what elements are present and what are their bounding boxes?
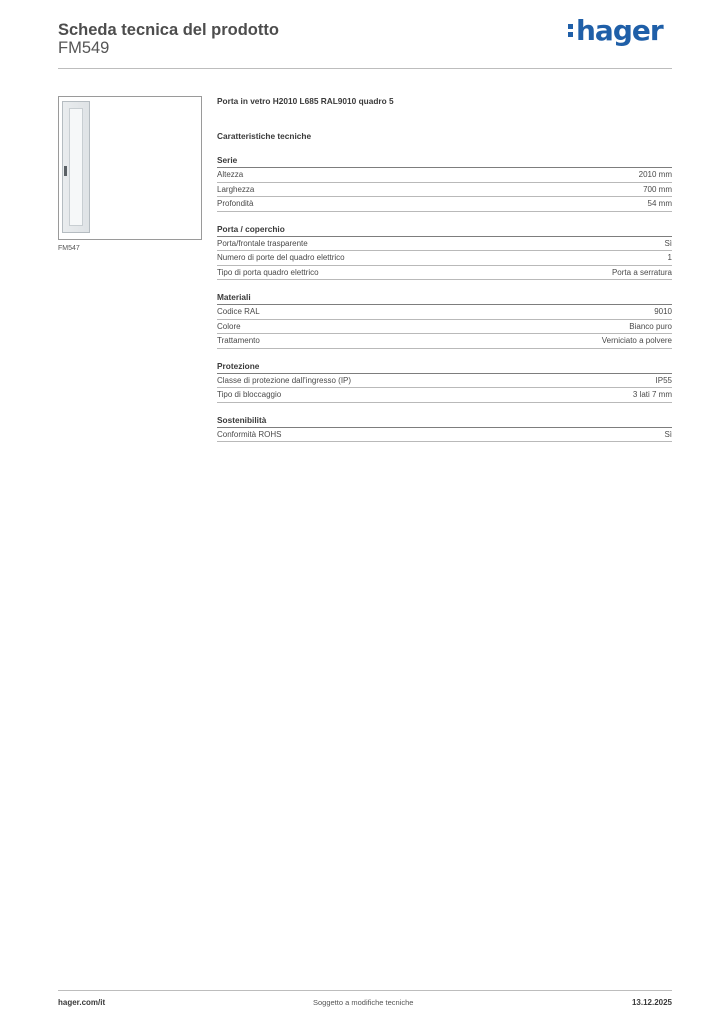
spec-row xyxy=(217,388,672,403)
spec-value: 700 mm xyxy=(643,184,672,194)
spec-label: Tipo di bloccaggio xyxy=(217,390,282,399)
spec-label: Altezza xyxy=(217,170,244,179)
spec-section-sostenibilita xyxy=(217,415,672,443)
spec-label: Codice RAL xyxy=(217,307,260,316)
section-title: Protezione xyxy=(217,361,672,374)
spec-row xyxy=(217,168,672,183)
spec-value: Bianco puro xyxy=(629,321,672,331)
spec-row xyxy=(217,428,672,443)
spec-label: Conformità ROHS xyxy=(217,429,282,439)
spec-row xyxy=(217,197,672,212)
header-divider xyxy=(58,68,672,69)
section-title: Sostenibilità xyxy=(217,415,672,428)
spec-value: 1 xyxy=(667,253,672,262)
spec-value: 54 mm xyxy=(647,199,672,208)
product-image xyxy=(58,96,202,240)
spec-label: Colore xyxy=(217,321,241,331)
spec-value: 9010 xyxy=(654,307,672,316)
image-caption: FM547 xyxy=(58,245,80,252)
product-name: Porta in vetro H2010 L685 RAL9010 quadro 5 xyxy=(217,96,394,106)
spec-section-materiali xyxy=(217,292,672,349)
spec-row xyxy=(217,320,672,335)
spec-row xyxy=(217,237,672,252)
spec-value: Sì xyxy=(664,238,672,248)
spec-value: Sì xyxy=(664,429,672,439)
spec-label: Tipo di porta quadro elettrico xyxy=(217,267,319,277)
spec-row xyxy=(217,334,672,349)
spec-row xyxy=(217,251,672,266)
spec-label: Trattamento xyxy=(217,336,260,345)
spec-value: IP55 xyxy=(655,375,672,385)
spec-label: Larghezza xyxy=(217,184,255,194)
spec-value: Porta a serratura xyxy=(611,267,672,277)
spec-value: 2010 mm xyxy=(638,170,672,179)
page-title: Scheda tecnica del prodotto xyxy=(58,21,279,39)
spec-row xyxy=(217,374,672,389)
section-title: Serie xyxy=(217,155,672,168)
spec-row xyxy=(217,183,672,198)
tech-specs-heading: Caratteristiche tecniche xyxy=(217,131,312,141)
logo-dots-icon xyxy=(568,21,574,40)
spec-label: Profondità xyxy=(217,199,254,208)
spec-section-serie xyxy=(217,155,672,212)
spec-content xyxy=(217,92,672,442)
section-title: Porta / coperchio xyxy=(217,224,672,237)
footer-divider xyxy=(58,990,672,991)
footer-note: Soggetto a modifiche tecniche xyxy=(313,998,414,1007)
spec-row xyxy=(217,305,672,320)
footer-date: 13.12.2025 xyxy=(631,998,672,1007)
spec-row xyxy=(217,266,672,281)
door-handle-icon xyxy=(64,166,67,176)
spec-label: Numero di porte del quadro elettrico xyxy=(217,253,345,262)
footer-website-link[interactable]: hager.com/it xyxy=(58,998,106,1007)
spec-value: Verniciato a polvere xyxy=(601,336,672,345)
spec-value: 3 lati 7 mm xyxy=(632,390,672,399)
section-title: Materiali xyxy=(217,292,672,305)
spec-label: Classe di protezione dall'ingresso (IP) xyxy=(217,375,352,385)
product-code: FM549 xyxy=(58,39,110,57)
logo-text: hager xyxy=(576,14,663,47)
glass-door-icon xyxy=(62,101,90,233)
hager-logo xyxy=(568,14,663,47)
spec-section-porta xyxy=(217,224,672,281)
spec-section-protezione xyxy=(217,361,672,403)
door-glass-panel xyxy=(69,108,83,226)
spec-label: Porta/frontale trasparente xyxy=(217,238,308,248)
